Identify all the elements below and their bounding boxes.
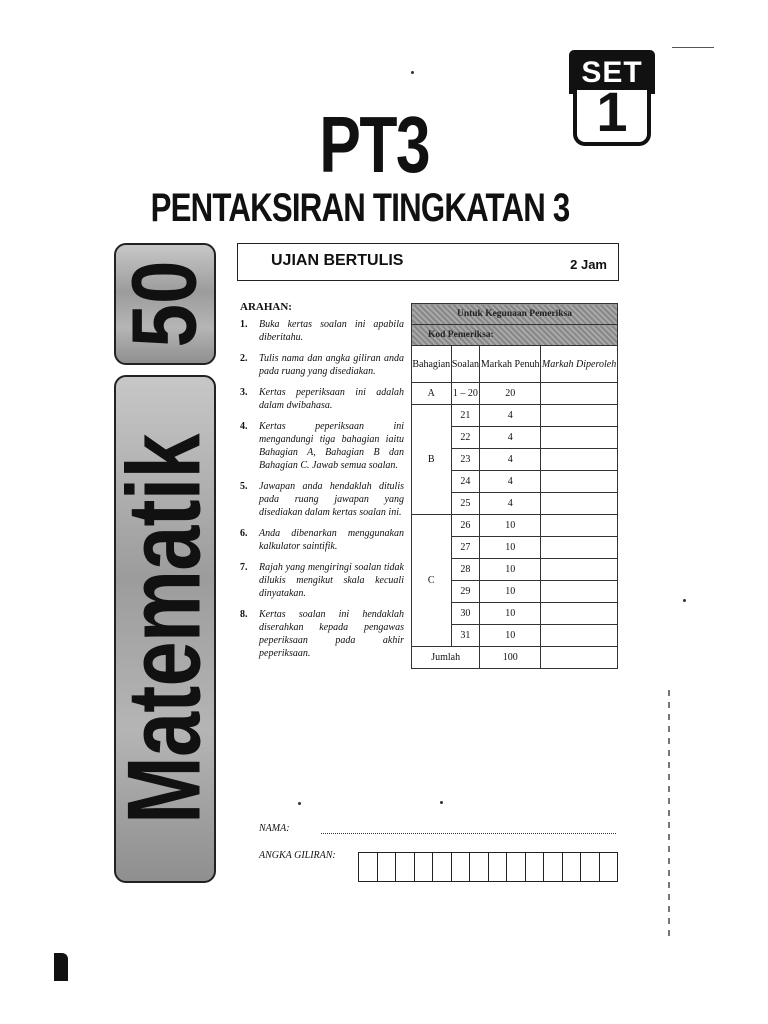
question-cell: 31: [451, 625, 480, 647]
full-marks-cell: 4: [480, 471, 541, 493]
examiner-use-label: Untuk Kegunaan Pemeriksa: [412, 304, 618, 325]
instruction-item: [240, 561, 404, 600]
name-label: NAMA:: [259, 823, 290, 834]
paper-code-tab: [114, 243, 216, 365]
full-marks-cell: 10: [480, 559, 541, 581]
index-digit-box[interactable]: [378, 853, 397, 881]
table-header-row: [412, 346, 618, 383]
index-digit-box[interactable]: [563, 853, 582, 881]
instruction-text: Jawapan anda hendaklah ditulis pada ruang jawapan yang disediakan dalam kertas soalan ini.: [259, 481, 404, 518]
instruction-number: 6.: [240, 528, 248, 539]
section-cell: C: [412, 515, 452, 647]
obtained-marks-cell[interactable]: [541, 471, 618, 493]
obtained-marks-cell[interactable]: [541, 559, 618, 581]
table-band-row: [412, 304, 618, 325]
question-cell: 23: [451, 449, 480, 471]
obtained-marks-cell[interactable]: [541, 537, 618, 559]
instruction-text: Buka kertas soalan ini apabila diberitahu.: [259, 319, 404, 343]
section-cell: A: [412, 383, 452, 405]
obtained-marks-cell[interactable]: [541, 581, 618, 603]
instruction-text: Tulis nama dan angka giliran anda pada ruang yang disediakan.: [259, 353, 404, 377]
total-obtained-cell[interactable]: [541, 647, 618, 669]
question-cell: 28: [451, 559, 480, 581]
instruction-number: 3.: [240, 387, 248, 398]
obtained-marks-cell[interactable]: [541, 603, 618, 625]
set-badge: [569, 50, 655, 146]
index-digit-box[interactable]: [415, 853, 434, 881]
obtained-marks-cell[interactable]: [541, 405, 618, 427]
full-marks-cell: 10: [480, 581, 541, 603]
obtained-marks-cell[interactable]: [541, 515, 618, 537]
index-digit-box[interactable]: [396, 853, 415, 881]
instructions-list: [240, 318, 404, 668]
instruction-item: [240, 420, 404, 472]
instruction-text: Kertas peperiksaan ini mengandungi tiga bahagian iaitu Bahagian A, Bahagian B dan Bahagian C. Jawab semua soalan.: [259, 421, 404, 471]
full-marks-cell: 20: [480, 383, 541, 405]
full-marks-cell: 10: [480, 515, 541, 537]
instruction-text: Kertas peperiksaan ini adalah dalam dwibahasa.: [259, 387, 404, 411]
full-marks-cell: 10: [480, 537, 541, 559]
column-header: Markah Penuh: [480, 346, 541, 383]
set-number: 1: [596, 80, 628, 143]
marks-table: [411, 303, 618, 669]
obtained-marks-cell[interactable]: [541, 625, 618, 647]
scan-corner-mark: [54, 953, 68, 981]
index-digit-box[interactable]: [452, 853, 471, 881]
index-digit-box[interactable]: [470, 853, 489, 881]
question-cell: 1 – 20: [451, 383, 480, 405]
instruction-item: [240, 386, 404, 412]
question-cell: 29: [451, 581, 480, 603]
question-cell: 26: [451, 515, 480, 537]
question-cell: 25: [451, 493, 480, 515]
obtained-marks-cell[interactable]: [541, 383, 618, 405]
column-header: Bahagian: [412, 346, 452, 383]
instruction-text: Anda dibenarkan menggunakan kalkulator saintifik.: [259, 528, 404, 552]
scan-edge-line: [668, 690, 670, 940]
instruction-number: 1.: [240, 319, 248, 330]
instruction-number: 2.: [240, 353, 248, 364]
name-field[interactable]: [321, 823, 616, 834]
exam-header-box: [237, 243, 619, 281]
obtained-marks-cell[interactable]: [541, 427, 618, 449]
index-digit-box[interactable]: [359, 853, 378, 881]
set-label: SET: [569, 50, 655, 94]
index-digit-box[interactable]: [489, 853, 508, 881]
instructions-title: ARAHAN:: [240, 301, 292, 313]
scan-speck: [683, 599, 686, 602]
full-marks-cell: 4: [480, 427, 541, 449]
index-number-field[interactable]: [358, 852, 618, 882]
instruction-number: 7.: [240, 562, 248, 573]
subject-tab: [106, 375, 223, 883]
instruction-number: 8.: [240, 609, 248, 620]
scan-speck: [411, 71, 414, 74]
instruction-text: Rajah yang mengiringi soalan tidak dilukis mengikut skala kecuali dinyatakan.: [259, 562, 404, 599]
exam-duration: 2 Jam: [570, 257, 607, 272]
full-marks-cell: 4: [480, 493, 541, 515]
obtained-marks-cell[interactable]: [541, 493, 618, 515]
obtained-marks-cell[interactable]: [541, 449, 618, 471]
instruction-text: Kertas soalan ini hendaklah diserahkan kepada pengawas peperiksaan pada akhir peperiksaan.: [259, 609, 404, 659]
full-marks-cell: 10: [480, 625, 541, 647]
index-digit-box[interactable]: [433, 853, 452, 881]
instruction-item: [240, 527, 404, 553]
examiner-code-label: Kod Pemeriksa:: [412, 325, 618, 346]
instruction-item: [240, 480, 404, 519]
index-number-label: ANGKA GILIRAN:: [259, 850, 336, 861]
instruction-number: 5.: [240, 481, 248, 492]
section-cell: B: [412, 405, 452, 515]
column-header: Markah Diperoleh: [541, 346, 618, 383]
corner-line: [672, 47, 714, 48]
instruction-item: [240, 608, 404, 660]
table-row: [412, 383, 618, 405]
question-cell: 30: [451, 603, 480, 625]
full-marks-cell: 4: [480, 449, 541, 471]
total-value: 100: [480, 647, 541, 669]
scan-speck: [440, 801, 443, 804]
full-marks-cell: 10: [480, 603, 541, 625]
table-total-row: [412, 647, 618, 669]
question-cell: 22: [451, 427, 480, 449]
index-digit-box[interactable]: [581, 853, 600, 881]
index-digit-box[interactable]: [526, 853, 545, 881]
subtitle: PENTAKSIRAN TINGKATAN 3: [150, 186, 570, 230]
subject-name: Matematik: [106, 434, 223, 824]
name-row: [259, 823, 619, 834]
table-row: [412, 405, 618, 427]
scan-speck: [298, 802, 301, 805]
table-row: [412, 515, 618, 537]
paper-code: 50: [113, 260, 216, 348]
total-label: Jumlah: [412, 647, 480, 669]
instruction-item: [240, 318, 404, 344]
instruction-item: [240, 352, 404, 378]
index-digit-box[interactable]: [507, 853, 526, 881]
column-header: Soalan: [451, 346, 480, 383]
table-band-row: [412, 325, 618, 346]
full-marks-cell: 4: [480, 405, 541, 427]
question-cell: 27: [451, 537, 480, 559]
main-title: PT3: [319, 100, 430, 189]
instruction-number: 4.: [240, 421, 248, 432]
question-cell: 24: [451, 471, 480, 493]
question-cell: 21: [451, 405, 480, 427]
index-digit-box[interactable]: [600, 853, 618, 881]
exam-title: UJIAN BERTULIS: [271, 252, 404, 269]
index-digit-box[interactable]: [544, 853, 563, 881]
